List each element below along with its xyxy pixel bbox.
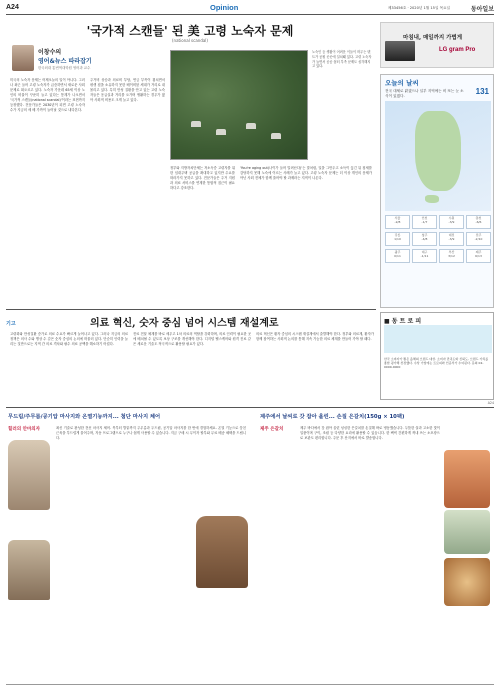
fish-ad-body: 제주 바다에서 갓 잡아 올린 싱싱한 은갈치를 손질해 바로 냉동했습니다. 두툼한 살과 고소한 맛이 일품이며 구이, 조림 등 다양한 요리에 활용할 수 있습니다. 한 팩씩 간편하게 꺼내 쓰는 소포장으로 보관도 편리합니다. 주문 후 산지에서 바로 발송합니다.: [300, 426, 440, 440]
gigo-body-1: 고령화와 만성질환 증가로 의료 수요가 빠르게 늘어나고 있다. 그러나 지금의 의료 정책은 의사 수와 병상 수 같은 숫자 중심의 논의에 머물러 있다. 단순히 인력을 늘리는 것만으로는 지역 간 의료 격차와 필수 의료 공백을 해소하기 어렵다.: [10, 332, 128, 346]
author-name: 이창수의: [38, 49, 62, 56]
page-number: A24: [6, 4, 19, 11]
tent-shape: [246, 123, 256, 129]
column-body-2: 주거비 상승과 의료비 부담, 연금 부족이 겹치면서 평생 집을 소유하지 못한 베이비붐 세대가 거리로 내몰리고 있다. 특히 만성 질환을 안고 있는 고령 노숙자들은 응급실과 거리를 오가며 생활하는 경우가 많아 사회적 비용도 크게 늘고 있다.: [90, 78, 165, 102]
weather-cell: 제주 6/13: [466, 249, 491, 263]
column-name: 영어&뉴스 따라잡기: [38, 58, 92, 65]
weather-cell: 부산 3/12: [439, 249, 464, 263]
trophy-logo: [384, 325, 492, 353]
author-photo: [12, 45, 34, 71]
weather-title: 오늘의 날씨: [385, 79, 419, 87]
map-island: [425, 195, 439, 203]
gigo-label: 기고: [6, 321, 16, 327]
footer-divider: [6, 407, 494, 408]
column-subtitle: (national scandal): [172, 38, 208, 43]
page-bottom-rule: [6, 684, 494, 685]
page-header: [6, 3, 494, 15]
weather-description: 전국 대체로 맑겠으나 일부 지역에는 비 또는 눈 소식이 있겠다.: [385, 89, 464, 98]
ad-brand: LG gram Pro: [439, 47, 476, 53]
column-title: '국가적 스캔들' 된 美 고령 노숙자 문제: [86, 24, 294, 38]
issue-meta: 제33456호 · 2020년 1월 15일 목요일: [387, 6, 450, 10]
weather-cell: 인천 -1/7: [412, 215, 437, 229]
weather-number: 131: [475, 87, 489, 96]
product-image: [196, 516, 248, 588]
newspaper-brand: 동아일보: [470, 6, 494, 13]
weather-cell: 대전 -3/9: [439, 232, 464, 246]
gigo-title: 의료 혁신, 숫자 중심 넘어 시스템 재설계로: [90, 318, 279, 329]
fish-package-image-2: [444, 510, 490, 554]
weather-cell: 강릉 1/10: [385, 232, 410, 246]
camp-photo: [170, 50, 308, 160]
weather-box: [380, 74, 494, 308]
section-divider: [6, 309, 376, 310]
column-body-1: 미국의 노숙자 문제는 어제오늘의 일이 아니다. 그러나 최근 들어 고령 노숙자가 급증하면서 새로운 사회 문제로 떠오르고 있다. 노숙자 가운데 65세 이상 노인의 비율이 꾸준히 늘고 있다는 통계가 나오면서 '국가적 스캔들(national scandal)'이라는 표현까지 등장했다. 전문가들은 2030년이 되면 고령 노숙자 수가 지금의 세 배 가까이 늘어날 것으로 내다본다.: [10, 78, 85, 112]
weather-cell: 춘천 -6/6: [466, 215, 491, 229]
tent-shape: [271, 133, 281, 139]
trophy-text: 한국 소비자가 뽑은 올해의 브랜드 대상. 소비자 만족도와 신뢰도, 브랜드 가치를 종합 평가해 선정했다. 수상 기업에는 트로피와 인증서가 수여된다. 문의 02-0000-0000: [384, 357, 489, 370]
photo-caption: 노숙인 등 생활이 어려운 이들이 머무는 텐트가 공원 곳곳에 설치돼 있다. 고령 노숙자가 늘면서 공공 쉼터 부족 문제도 심각해지고 있다.: [312, 50, 372, 69]
massage-chair-image-2: [8, 540, 50, 600]
weather-cell: 광주 0/11: [385, 249, 410, 263]
massage-chair-image: [8, 440, 50, 510]
fish-ad-brand: 제주 은갈치: [260, 427, 284, 432]
ad-tagline: 마침내, 매일까지 가볍게: [403, 35, 463, 41]
weather-cell: 대구 -1/11: [412, 249, 437, 263]
author-role: 한국외대 통번역대학원 영어과 교수: [38, 66, 91, 70]
column-body-4: 'You're aging out(나이가 들어 밀려난다)'는 말처럼, 일을 그만두고 소득이 끊긴 뒤 집세를 감당하지 못해 노숙에 이르는 사례가 늘고 있다. 고령 노숙자 문제는 더 이상 개인의 문제가 아닌 사회 전체가 함께 풀어야 할 과제라는 지적이 나온다.: [240, 166, 372, 180]
tent-shape: [216, 129, 226, 135]
chair-ad-title[interactable]: 무드림/주무름/공기압 마사지와 온열기능까지... 첨단 마사지 체어: [8, 414, 161, 420]
section-label: Opinion: [210, 3, 239, 12]
fish-package-image: [444, 450, 490, 508]
gigo-body-2: 진료 전달 체계를 바로 세우고 1차 의료의 역할을 강화하며, 의료 인력이 필요한 곳에 배치될 수 있도록 보상 구조를 개선해야 한다. 디지털 헬스케어와 원격 진료 같은 새로운 기술도 적극적으로 활용할 필요가 있다.: [133, 332, 251, 346]
trophy-title: ■ 동 트 로 피: [384, 318, 422, 325]
fish-ad-title[interactable]: 제주에서 날씨로 갓 잡아 올린... 손질 은갈치(150g × 10팩): [260, 414, 405, 420]
map-land: [415, 111, 461, 191]
fish-dish-image: [444, 558, 490, 606]
chair-ad-body: 최신 기술로 완성한 전신 마사지 체어. 목부터 발끝까지 주무름과 두드림, 공기압 마사지를 한 번에 경험하세요. 온열 기능으로 뭉친 근육을 부드럽게 풀어주며, 자동 프로그램으로 누구나 쉽게 사용할 수 있습니다. 지금 구매 시 무이자 할부와 무료 배송 혜택을 드립니다.: [56, 426, 246, 440]
footer-page-number: A24: [487, 401, 494, 405]
chair-ad-brand: 힐러의 안마의자: [8, 427, 40, 432]
weather-map: [385, 101, 491, 211]
laptop-image: [385, 41, 415, 61]
tent-shape: [191, 121, 201, 127]
laptop-advert[interactable]: [380, 22, 494, 68]
trophy-box: [380, 312, 494, 400]
gigo-body-3: 의료 혁신은 환자 중심의 시스템 재설계에서 출발해야 한다. 정부와 의료계, 환자가 함께 참여하는 사회적 논의를 통해 지속 가능한 의료 체계를 만들어 가야 할 때다.: [256, 332, 374, 341]
weather-cell: 수원 -3/9: [439, 215, 464, 229]
weather-cell: 청주 -4/8: [412, 232, 437, 246]
column-body-3: 정부와 지방자치단체는 저소득층 고령자를 위한 임대주택 공급을 확대하고 있지만 수요를 따라가지 못하고 있다. 전문가들은 주거 지원과 의료 서비스를 연계한 통합적 접근이 필요하다고 강조한다.: [170, 166, 235, 190]
weather-cell: 전주 -2/10: [466, 232, 491, 246]
weather-cell: 서울 -2/8: [385, 215, 410, 229]
weather-grid: [385, 215, 491, 266]
